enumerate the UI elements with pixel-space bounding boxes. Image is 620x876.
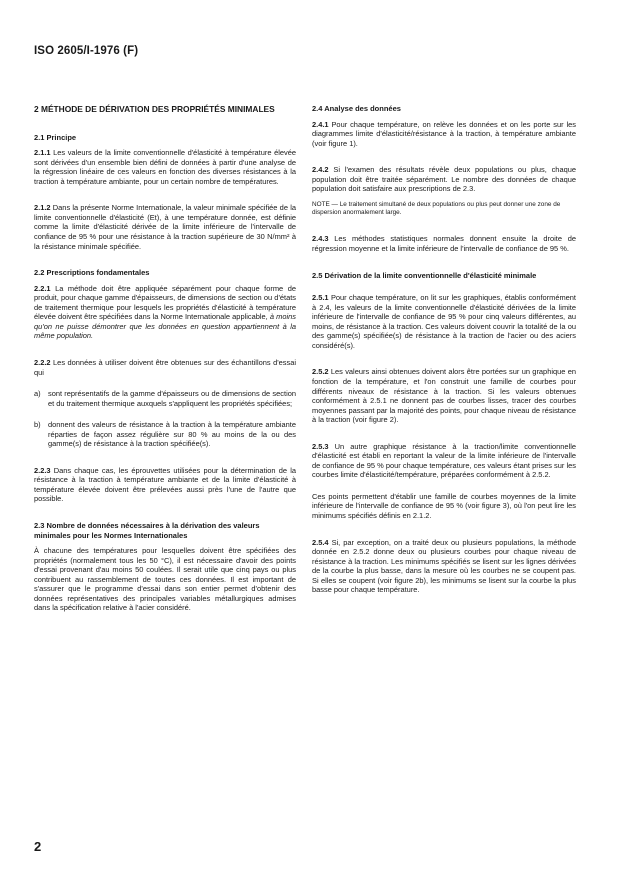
paragraph-2-2-3: [34, 466, 296, 504]
paragraph-text: Les valeurs ainsi obtenues doivent alors être portées sur un graphique en fonction de la température, et l'on construit une famille de courbes pour différents niveaux de résistance à la traction. Si les valeurs obtenues conformément à 2.5.1 ne donnent pas de courbes lisses, tracer des courbes moyennes passant par la majorité des points, pour chaque niveau de résistance à la traction (voir figure 2).: [312, 367, 576, 425]
paragraph-number: 2.5.4: [312, 537, 329, 547]
paragraph-number: 2.2.2: [34, 357, 51, 367]
paragraph-2-3: À chacune des températures pour lesquelles doivent être spécifiées des propriétés (normalement tous les 50 °C), il est nécessaire d'avoir des points d'essai provenant d'au moins 50 coulées. Il serait utile que cinq pays ou plus contribuent au rassemblement de toutes ces données. Il est important de s'assurer que le programme d'essai dans son entier permet d'obtenir des données représentatives des principales variables métallurgiques admises dans la spécification relative à l'acier considéré.: [34, 546, 296, 613]
paragraph-text: Si, par exception, on a traité deux ou plusieurs populations, la méthode donnée en 2.5.2 donne deux ou plusieurs courbes pour chaque niveau de résistance à la traction. Les minimums spécifiés se lisent sur les lignes dérivées de la courbe la plus basse, dans la mesure où les courbes ne se coupent pas. Si elles se coupent (voir figure 2b), les minimums se lisent sur la courbe la plus basse pour chaque température.: [312, 537, 576, 595]
document-id: ISO 2605/I-1976 (F): [34, 45, 139, 57]
section-2-2-title: 2.2 Prescriptions fondamentales: [34, 268, 150, 278]
list-label: a): [34, 389, 41, 399]
paragraph-number: 2.4.1: [312, 119, 329, 129]
list-item-b: [34, 420, 296, 449]
paragraph-2-5-2: [312, 367, 576, 424]
paragraph-number: 2.5.1: [312, 293, 329, 303]
paragraph-text: Pour chaque température, on relève les données et on les porte sur les diagrammes limite d'élasticité/résistance à la traction, à température ambiante (voir figure 1).: [312, 119, 576, 148]
paragraph-number: 2.4.2: [312, 165, 329, 175]
page-number: 2: [34, 839, 42, 854]
section-2-3-title: 2.3 Nombre de données nécessaires à la dérivation des valeurs minimales pour les Normes Internationales: [34, 521, 260, 540]
paragraph-2-5-3-continued: Ces points permettent d'établir une famille de courbes moyennes de la limite inférieure de l'intervalle de confiance de 95 % (voir figure 3), où l'on peut lire les minimums spécifiés définis en 2.1.2.: [312, 491, 576, 520]
paragraph-text: Les méthodes statistiques normales donnent ensuite la droite de régression moyenne et la limite inférieure de l'intervalle de confiance de 95 %.: [312, 234, 576, 254]
section-2-5-title: 2.5 Dérivation de la limite conventionnelle d'élasticité minimale: [312, 270, 537, 280]
section-2-title: 2 MÉTHODE DE DÉRIVATION DES PROPRIÉTÉS MINIMALES: [34, 104, 275, 114]
list-text: donnent des valeurs de résistance à la traction à la température ambiante réparties de façon assez régulière sur 80 % au moins de la ou des gamme(s) de résistance à la traction spécifiée(s).: [48, 420, 296, 449]
list-label: b): [34, 420, 41, 430]
paragraph-number: 2.5.3: [312, 441, 329, 451]
paragraph-2-2-1: [34, 284, 296, 341]
paragraph-2-2-2: [34, 358, 296, 377]
paragraph-number: 2.1.2: [34, 203, 51, 213]
left-column: [34, 104, 296, 613]
paragraph-2-1-2: [34, 203, 296, 251]
paragraph-text: La méthode doit être appliquée séparément pour chaque forme de produit, pour chaque gamme d'épaisseurs, de dimensions de section ou d'états de traitement thermique pour lesquels les propriétés d'élasticité à température élevée doivent être spécifiées dans la Norme Internationale applicable,: [34, 283, 296, 322]
paragraph-text: Un autre graphique résistance à la traction/limite conventionnelle d'élasticité est établi en reportant la valeur de la limite inférieure de l'intervalle de confiance de 95 % pour chaque température, ces valeurs étant prises sur les courbes limite d'élasticité/température, préparées conformément à 2.5.2.: [312, 441, 576, 480]
paragraph-2-4-2: [312, 165, 576, 194]
paragraph-2-5-3: [312, 442, 576, 480]
paragraph-number: 2.1.1: [34, 148, 51, 158]
paragraph-2-4-1: [312, 120, 576, 149]
section-2-4-title: 2.4 Analyse des données: [312, 104, 401, 113]
note: NOTE — Le traitement simultané de deux populations ou plus peut donner une zone de dispersion anormalement large.: [312, 200, 561, 217]
paragraph-number: 2.2.3: [34, 465, 51, 475]
paragraph-number: 2.4.3: [312, 234, 329, 244]
paragraph-2-5-4: [312, 538, 576, 595]
paragraph-number: 2.5.2: [312, 367, 329, 377]
list-item-a: [34, 389, 296, 408]
paragraph-2-4-3: [312, 234, 576, 253]
paragraph-text: Si l'examen des résultats révèle deux populations ou plus, chaque population doit être traitée séparément. Le nombre des données de chaque population doit satisfaire aux prescriptions de 2.3.: [312, 165, 576, 194]
emphasis-text: à moins qu'on ne puisse démontrer que les données en question appartiennent à la même population.: [34, 312, 297, 341]
paragraph-text: Dans chaque cas, les éprouvettes utilisées pour la détermination de la résistance à la traction à température ambiante et de la limite d'élasticité à température élevée doivent être prélevées aussi près l'une de l'autre que possible.: [34, 465, 296, 504]
paragraph-text: Dans la présente Norme Internationale, la valeur minimale spécifiée de la limite conventionnelle d'élasticité (Et), à une température donnée, est définie comme la limite d'élasticité dérivée de la limite inférieure de l'intervalle de confiance de 95 % pour une résistance à la traction supérieure de 30 N/mm² à la résistance minimale spécifiée.: [34, 203, 296, 251]
paragraph-text: Pour chaque température, on lit sur les graphiques, établis conformément à 2.4, les valeurs de la limite conventionnelle d'élasticité dérivées de la limite inférieure de l'intervalle de confiance de 95 % pour cinq valeurs différentes, au moins, de résistance à la traction. Ces valeurs doivent couvrir la totalité de la ou des gamme(s) spécifiée(s) de résistance à la traction de l'acier ou des aciers considéré(s).: [312, 293, 576, 350]
paragraph-text: Les données à utiliser doivent être obtenues sur des échantillons d'essai qui: [34, 357, 296, 377]
section-2-1-title: 2.1 Principe: [34, 132, 77, 142]
paragraph-text: Les valeurs de la limite conventionnelle d'élasticité à température élevée sont dérivées d'un ensemble bien défini de données à partir d'une analyse de la régression linéaire de ces valeurs en fonction des diverses résistances à la traction à température ambiante, pour un certain nombre de températures.: [34, 148, 296, 186]
paragraph-2-5-1: [312, 293, 576, 350]
paragraph-2-1-1: [34, 148, 296, 186]
paragraph-number: 2.2.1: [34, 283, 51, 293]
list-text: sont représentatifs de la gamme d'épaisseurs ou de dimensions de section et du traitement thermique auxquels s'appliquent les propriétés spécifiées;: [48, 389, 296, 408]
right-column: [312, 104, 576, 595]
